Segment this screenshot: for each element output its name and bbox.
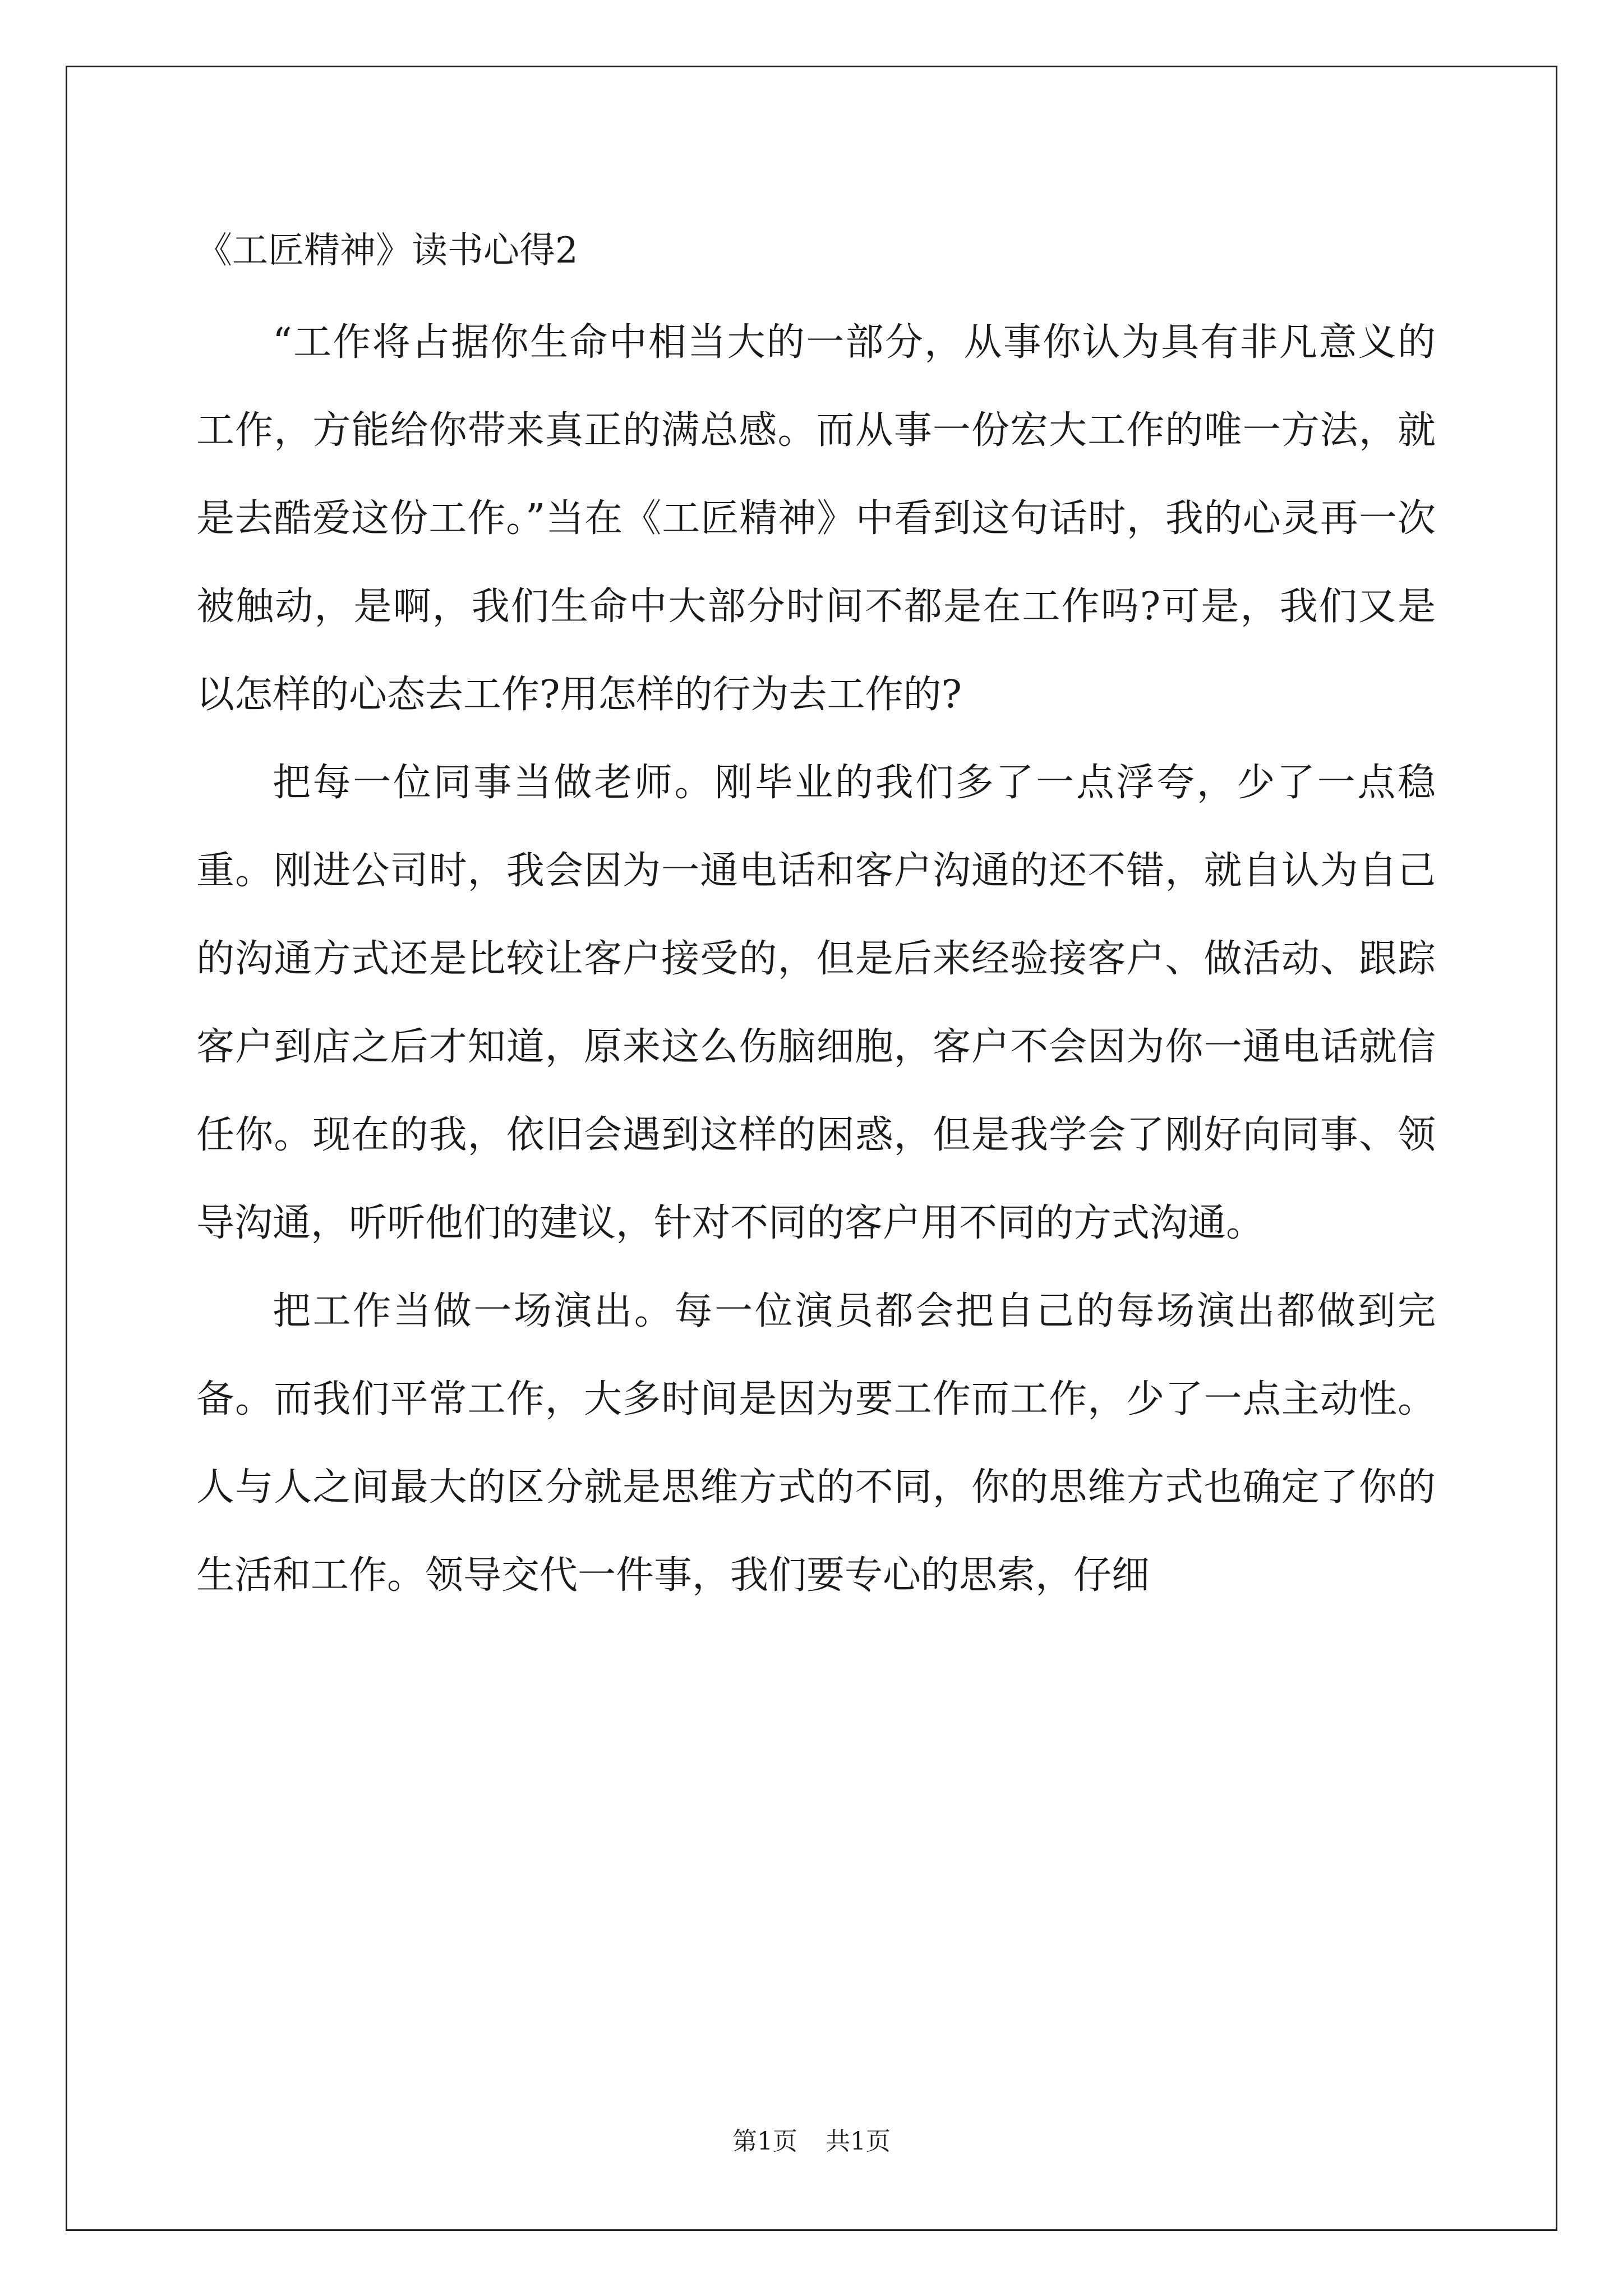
document-body [196, 298, 1436, 1619]
page-number: 第1页 [732, 2127, 797, 2156]
paragraph-3: 把工作当做一场演出。每一位演员都会把自己的每场演出都做到完备。而我们平常工作，大多时间是因为要工作而工作，少了一点主动性。人与人之间最大的区分就是思维方式的不同，你的思维方式也确定了你的生活和工作。领导交代一件事，我们要专心的思索，仔细 [196, 1289, 1436, 1598]
paragraph-2: 把每一位同事当做老师。刚毕业的我们多了一点浮夸，少了一点稳重。刚进公司时，我会因为一通电话和客户沟通的还不错，就自认为自己的沟通方式还是比较让客户接受的，但是后来经验接客户、做活动、跟踪客户到店之后才知道，原来这么伤脑细胞，客户不会因为你一通电话就信任你。现在的我，依旧会遇到这样的困惑，但是我学会了刚好向同事、领导沟通，听听他们的建议，针对不同的客户用不同的方式沟通。 [196, 761, 1436, 1245]
page-footer [0, 2125, 1623, 2159]
page-total: 共1页 [826, 2127, 891, 2156]
document-title: 《工匠精神》读书心得2 [196, 230, 578, 272]
paragraph-1: “工作将占据你生命中相当大的一部分，从事你认为具有非凡意义的工作，方能给你带来真正的满总感。而从事一份宏大工作的唯一方法，就是去酷爱这份工作。”当在《工匠精神》中看到这句话时，我的心灵再一次被触动，是啊，我们生命中大部分时间不都是在工作吗?可是，我们又是以怎样的心态去工作?用怎样的行为去工作的? [196, 320, 1436, 717]
